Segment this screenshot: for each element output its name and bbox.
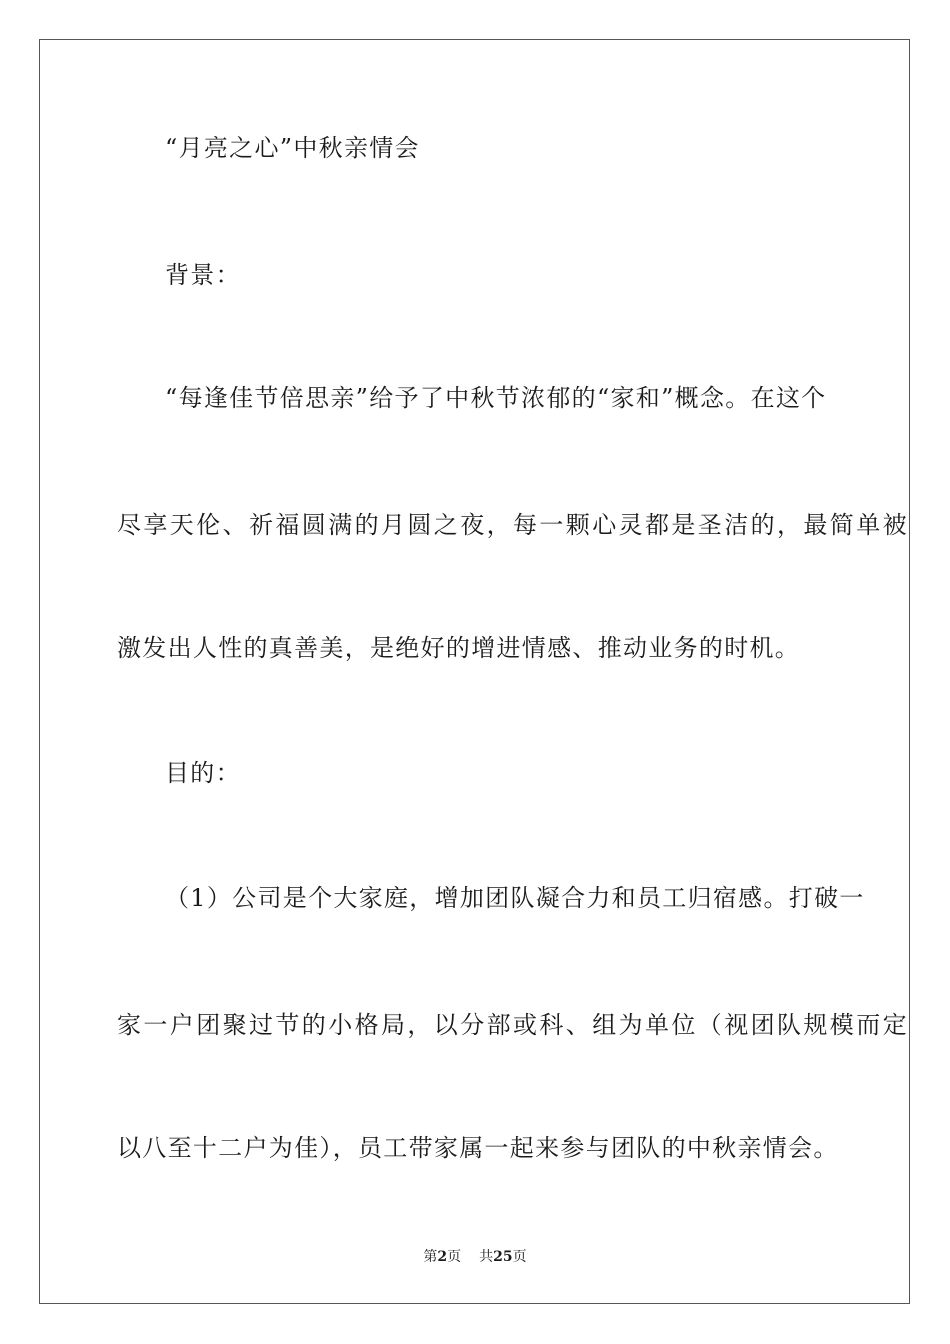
total-prefix: 共 [479,1249,494,1265]
paragraph-line: 家一户团聚过节的小格局，以分部或科、组为单位（视团队规模而定 [117,1011,909,1039]
total-pages: 25 [493,1249,513,1265]
page-prefix: 第 [423,1249,438,1265]
paragraph-line: 激发出人性的真善美，是绝好的增进情感、推动业务的时机。 [117,634,801,662]
document-title: “月亮之心”中秋亲情会 [165,134,420,162]
page-suffix: 页 [447,1249,462,1265]
section-heading-purpose: 目的： [165,759,241,787]
page-frame [39,39,910,1304]
paragraph-line: 尽享天伦、祈福圆满的月圆之夜，每一颗心灵都是圣洁的，最简单被 [117,511,909,539]
section-heading-background: 背景： [165,261,241,289]
page-footer [0,1248,950,1266]
paragraph-line: “每逢佳节倍思亲”给予了中秋节浓郁的“家和”概念。在这个 [165,384,827,412]
page-number: 2 [437,1249,448,1265]
paragraph-line: （1）公司是个大家庭，增加团队凝合力和员工归宿感。打破一 [165,884,865,912]
paragraph-line: 以八至十二户为佳），员工带家属一起来参与团队的中秋亲情会。 [117,1134,839,1162]
total-suffix: 页 [512,1249,527,1265]
